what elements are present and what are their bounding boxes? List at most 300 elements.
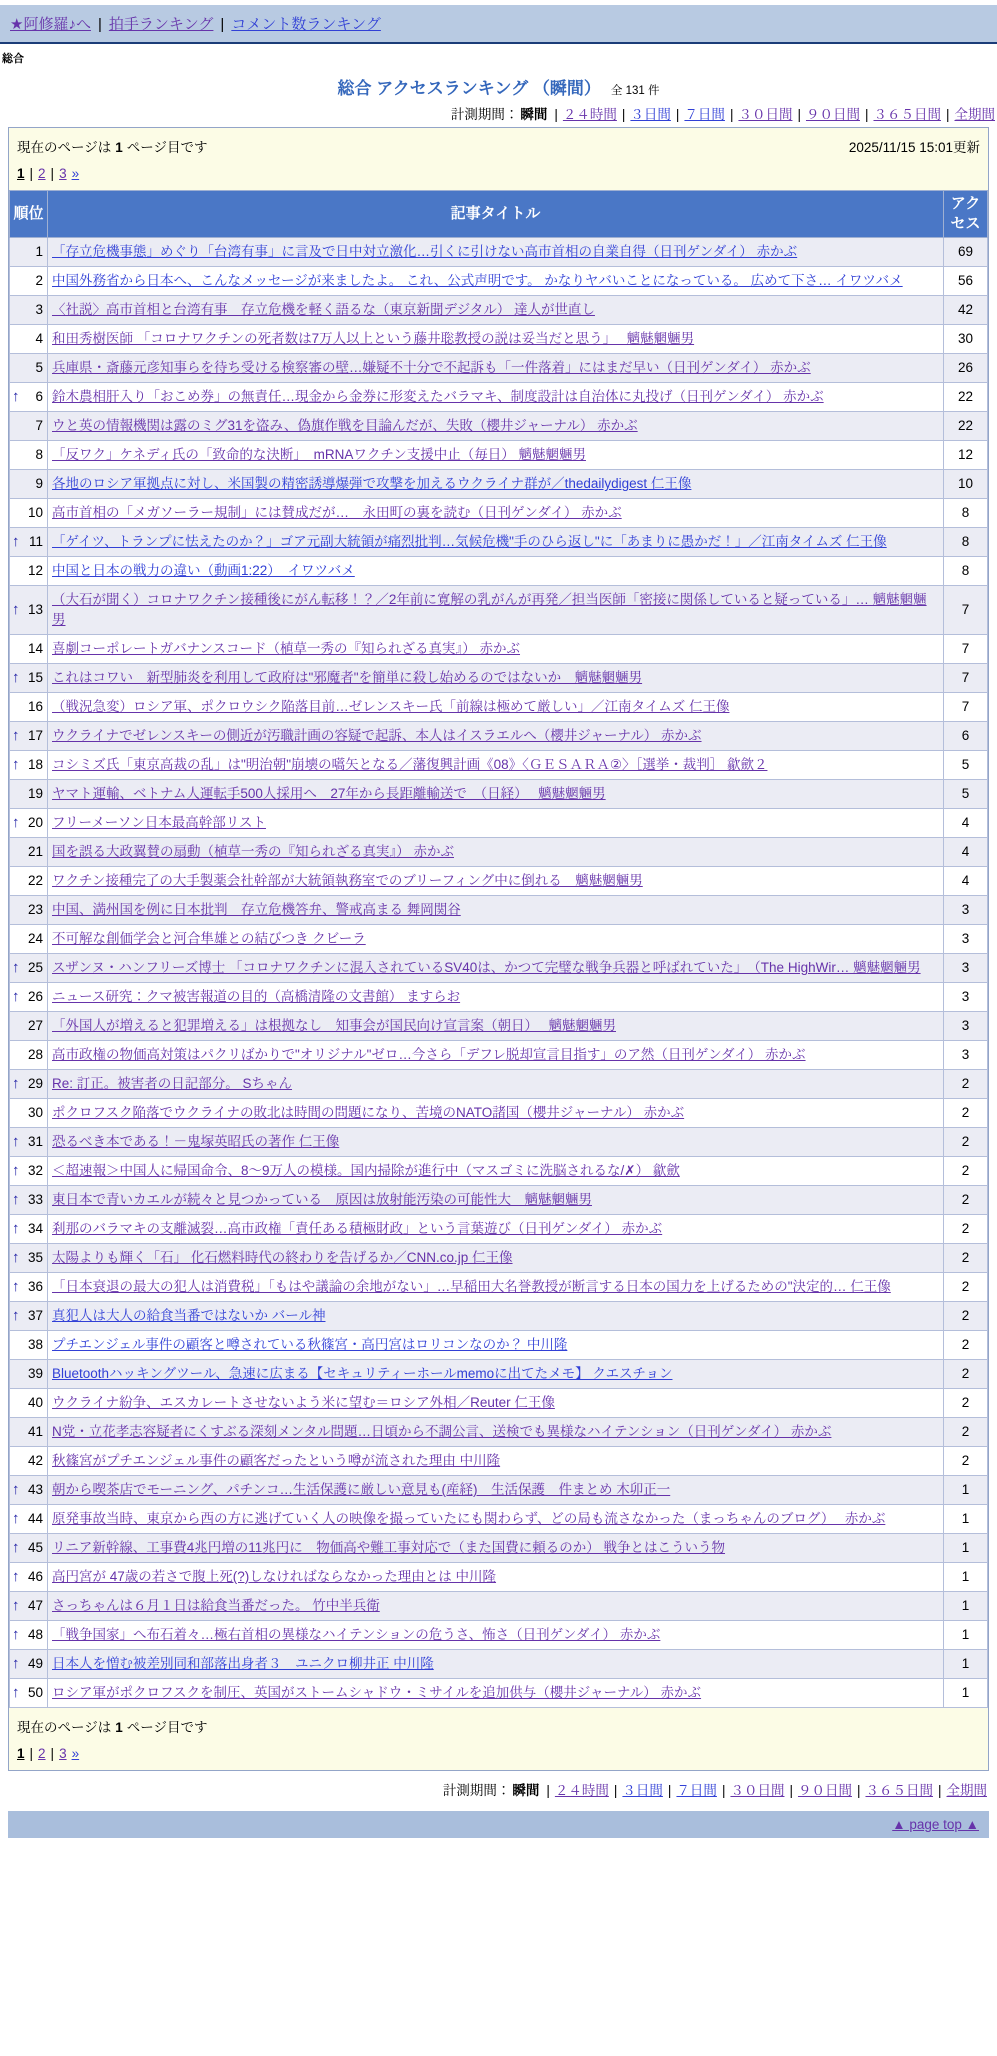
rank-up-icon: ↑: [12, 1597, 20, 1614]
access-count: 3: [944, 954, 988, 983]
article-link[interactable]: （大石が聞く）コロナワクチン接種後にがん転移！？／2年前に寛解の乳がんが再発／担当医師「密接に関係していると疑っている」… 魑魅魍魎男: [52, 592, 927, 627]
rank-up-icon: ↑: [12, 669, 20, 686]
table-row: [10, 1389, 988, 1418]
period-link[interactable]: ７日間: [684, 107, 725, 122]
article-title-cell: [48, 983, 944, 1012]
period-separator: |: [721, 1783, 726, 1798]
rank-cell: [10, 1012, 48, 1041]
table-row: [10, 838, 988, 867]
rank-cell: [10, 412, 48, 441]
rank-cell: [10, 1302, 48, 1331]
rank-cell: [10, 1679, 48, 1708]
rank-number: 48: [27, 1627, 43, 1642]
article-title-cell: [48, 1012, 944, 1041]
rank-number: 43: [27, 1482, 43, 1497]
article-link[interactable]: Bluetoothハッキングツール、急速に広まる【セキュリティーホールmemoに出てたメモ】 クエスチョン: [52, 1366, 673, 1381]
article-title-cell: [48, 1418, 944, 1447]
rank-cell: [10, 383, 48, 412]
period-link[interactable]: 全期間: [946, 1783, 987, 1798]
rank-cell: [10, 693, 48, 722]
rank-up-icon: ↑: [12, 814, 20, 831]
table-row: [10, 1360, 988, 1389]
rank-number: 27: [27, 1018, 43, 1033]
rank-number: 5: [35, 360, 43, 375]
article-title-cell: [48, 1099, 944, 1128]
article-link[interactable]: プチエンジェル事件の顧客と噂されている秋篠宮・高円宮はロリコンなのか？ 中川隆: [52, 1337, 568, 1352]
rank-cell: [10, 1563, 48, 1592]
article-title-cell: [48, 1650, 944, 1679]
table-row: [10, 1331, 988, 1360]
article-link[interactable]: リニア新幹線、工事費4兆円増の11兆円に 物価高や難工事対応で（また国費に頼るのか） 戦争とはこういう物: [52, 1540, 726, 1555]
article-link[interactable]: 真犯人は大人の給食当番ではないか バール神: [52, 1308, 326, 1323]
period-separator: |: [797, 107, 801, 122]
total-count: 全 131 件: [610, 85, 660, 97]
page-links-top: [17, 166, 980, 181]
article-link[interactable]: 「反ワク」ケネディ氏の「致命的な決断」 mRNAワクチン支援中止（毎日） 魑魅魍魎男: [52, 447, 586, 462]
current-page-number: 1: [115, 140, 123, 155]
rank-up-icon: ↑: [12, 601, 20, 618]
rank-number: 25: [27, 960, 43, 975]
current-page-post: ページ目です: [126, 140, 208, 155]
page-top-bar: [8, 1811, 989, 1838]
rank-number: 15: [27, 670, 43, 685]
rank-number: 22: [27, 873, 43, 888]
article-title-cell: [48, 1563, 944, 1592]
table-row: [10, 1041, 988, 1070]
access-count: 1: [944, 1505, 988, 1534]
period-link[interactable]: ９０日間: [805, 107, 860, 122]
article-link[interactable]: ウクライナ紛争、エスカレートさせないよう米に望む＝ロシア外相／Reuter 仁王像: [52, 1395, 555, 1410]
article-title-cell: [48, 635, 944, 664]
table-row: [10, 1650, 988, 1679]
article-title-cell: [48, 1215, 944, 1244]
table-row: [10, 557, 988, 586]
article-title-cell: [48, 1592, 944, 1621]
access-count: 3: [944, 983, 988, 1012]
nav-separator: |: [220, 16, 225, 33]
access-count: 3: [944, 1012, 988, 1041]
article-title-cell: [48, 896, 944, 925]
article-link[interactable]: ウクライナでゼレンスキーの側近が汚職計画の容疑で起訴、本人はイスラエルへ（櫻井ジャーナル） 赤かぶ: [52, 728, 702, 743]
period-separator: |: [945, 107, 950, 122]
table-header-row: [10, 191, 988, 238]
access-count: 1: [944, 1563, 988, 1592]
table-row: [10, 1244, 988, 1273]
article-link[interactable]: 中国外務省から日本へ、こんなメッセージが来ましたよ。 これ、公式声明です。 かなりヤバいことになっている。 広めて下さ… イワツバメ: [52, 273, 903, 288]
article-link[interactable]: 「ゲイツ、トランプに怯えたのか？」ゴア元副大統領が痛烈批判…気候危機"手のひら返し"に「あまりに愚かだ！」／江南タイムズ 仁王像: [52, 534, 887, 549]
table-row: [10, 1447, 988, 1476]
rank-cell: [10, 1476, 48, 1505]
period-link[interactable]: ３日間: [630, 107, 671, 122]
rank-number: 40: [27, 1395, 43, 1410]
period-separator: |: [864, 107, 869, 122]
next-page-link[interactable]: »: [71, 1746, 80, 1761]
rank-cell: [10, 751, 48, 780]
access-count: 2: [944, 1273, 988, 1302]
access-count: 8: [944, 528, 988, 557]
ranking-table: [9, 190, 988, 1708]
article-link[interactable]: 東日本で青いカエルが続々と見つかっている 原因は放射能汚染の可能性大 魑魅魍魎男: [52, 1192, 592, 1207]
period-label: 計測期間：: [442, 1783, 511, 1798]
rank-number: 9: [35, 476, 43, 491]
period-link[interactable]: ２４時間: [562, 107, 617, 122]
rank-cell: [10, 1099, 48, 1128]
table-row: [10, 1012, 988, 1041]
access-count: 30: [944, 325, 988, 354]
rank-number: 4: [35, 331, 43, 346]
page-links-bottom: [17, 1746, 980, 1761]
rank-number: 35: [27, 1250, 43, 1265]
article-link[interactable]: 朝から喫茶店でモーニング、パチンコ…生活保護に厳しい意見も(産経) 生活保護 件まとめ 木卯正一: [52, 1482, 671, 1497]
article-link[interactable]: 秋篠宮がプチエンジェル事件の顧客だったという噂が流された理由 中川隆: [52, 1453, 501, 1468]
period-separator: |: [554, 107, 558, 122]
access-count: 4: [944, 809, 988, 838]
table-row: [10, 1476, 988, 1505]
article-link[interactable]: 高市首相の「メガソーラー規制」には賛成だが… 永田町の裏を読む（日刊ゲンダイ） 赤かぶ: [52, 505, 622, 520]
rank-up-icon: ↑: [12, 1510, 20, 1527]
rank-cell: [10, 664, 48, 693]
table-row: [10, 354, 988, 383]
article-link[interactable]: 「日本衰退の最大の犯人は消費税」「もはや議論の余地がない」…早稲田大名誉教授が断言する日本の国力を上げるための"決定的… 仁王像: [52, 1279, 891, 1294]
access-count: 3: [944, 1041, 988, 1070]
article-link[interactable]: 不可解な創価学会と河合隼雄との結びつき クビーラ: [52, 931, 366, 946]
article-title-cell: [48, 557, 944, 586]
access-count: 5: [944, 751, 988, 780]
page-title: 総合 アクセスランキング （瞬間）: [337, 79, 601, 98]
article-title-cell: [48, 1360, 944, 1389]
period-link[interactable]: ９０日間: [797, 1783, 852, 1798]
period-link[interactable]: ３６５日間: [873, 107, 941, 122]
access-count: 12: [944, 441, 988, 470]
article-link[interactable]: 〈社説〉高市首相と台湾有事 存立危機を軽く語るな（東京新聞デジタル） 達人が世直し: [52, 302, 595, 317]
article-link[interactable]: 国を誤る大政翼賛の扇動（植草一秀の『知られざる真実』） 赤かぶ: [52, 844, 454, 859]
table-row: [10, 1302, 988, 1331]
table-row: [10, 809, 988, 838]
article-link[interactable]: N党・立花孝志容疑者にくすぶる深刻メンタル問題…日頃から不調公言、送検でも異様なハイテンション（日刊ゲンダイ） 赤かぶ: [52, 1424, 832, 1439]
period-link[interactable]: ２４時間: [554, 1783, 609, 1798]
article-link[interactable]: ポクロフスク陥落でウクライナの敗北は時間の問題になり、苦境のNATO諸国（櫻井ジャーナル） 赤かぶ: [52, 1105, 685, 1120]
article-link[interactable]: フリーメーソン日本最高幹部リスト: [52, 815, 266, 830]
article-title-cell: [48, 838, 944, 867]
rank-number: 20: [27, 815, 43, 830]
rank-cell: [10, 1244, 48, 1273]
top-nav-link[interactable]: コメント数ランキング: [231, 16, 381, 33]
current-page-number: 1: [115, 1720, 123, 1735]
rank-cell: [10, 1389, 48, 1418]
rank-cell: [10, 470, 48, 499]
rank-number: 38: [27, 1337, 43, 1352]
period-link[interactable]: ３日間: [622, 1783, 663, 1798]
access-count: 7: [944, 635, 988, 664]
access-count: 7: [944, 664, 988, 693]
rank-cell: [10, 1621, 48, 1650]
page-link[interactable]: 2: [38, 166, 46, 181]
rank-number: 18: [27, 757, 43, 772]
article-link[interactable]: 「外国人が増えると犯罪増える」は根拠なし 知事会が国民向け宣言案（朝日） 魑魅魍魎男: [52, 1018, 616, 1033]
article-title-cell: [48, 1244, 944, 1273]
page-link[interactable]: 3: [59, 166, 67, 181]
rank-cell: [10, 354, 48, 383]
table-row: [10, 1534, 988, 1563]
rank-cell: [10, 557, 48, 586]
rank-cell: [10, 441, 48, 470]
access-count: 22: [944, 383, 988, 412]
access-count: 8: [944, 499, 988, 528]
rank-cell: [10, 896, 48, 925]
article-title-cell: [48, 867, 944, 896]
access-count: 2: [944, 1447, 988, 1476]
period-separator: |: [937, 1783, 942, 1798]
period-link[interactable]: ３６５日間: [865, 1783, 933, 1798]
table-row: [10, 1621, 988, 1650]
table-row: [10, 1273, 988, 1302]
current-page-pre: 現在のページは: [17, 140, 112, 155]
col-header-rank: 順位: [10, 191, 48, 238]
article-title-cell: [48, 1476, 944, 1505]
rank-up-icon: ↑: [12, 1481, 20, 1498]
period-link[interactable]: 全期間: [954, 107, 995, 122]
period-current: 瞬間: [512, 1783, 540, 1798]
current-page-pre: 現在のページは: [17, 1720, 112, 1735]
table-row: [10, 664, 988, 693]
access-count: 7: [944, 693, 988, 722]
article-link[interactable]: 和田秀樹医師 「コロナワクチンの死者数は7万人以上という藤井聡教授の説は妥当だと思う」 魑魅魍魎男: [52, 331, 695, 346]
col-header-title: 記事タイトル: [48, 191, 944, 238]
article-title-cell: [48, 296, 944, 325]
period-selector-top: [0, 103, 995, 123]
access-count: 1: [944, 1621, 988, 1650]
access-count: 7: [944, 586, 988, 635]
access-count: 2: [944, 1418, 988, 1447]
period-link[interactable]: ７日間: [676, 1783, 717, 1798]
period-link[interactable]: ３０日間: [738, 107, 793, 122]
article-title-cell: [48, 664, 944, 693]
article-link[interactable]: 鈴木農相肝入り「おこめ券」の無責任…現金から金券に形変えたバラマキ、制度設計は自治体に丸投げ（日刊ゲンダイ） 赤かぶ: [52, 389, 824, 404]
rank-up-icon: ↑: [12, 1162, 20, 1179]
article-link[interactable]: 中国、満州国を例に日本批判 存立危機答弁、警戒高まる 舞岡関谷: [52, 902, 461, 917]
article-title-cell: [48, 325, 944, 354]
rank-number: 1: [35, 244, 43, 259]
access-count: 5: [944, 780, 988, 809]
access-count: 3: [944, 925, 988, 954]
rank-cell: [10, 1041, 48, 1070]
page-link[interactable]: 3: [59, 1746, 67, 1761]
rank-number: 13: [27, 602, 43, 617]
rank-up-icon: ↑: [12, 756, 20, 773]
article-title-cell: [48, 954, 944, 983]
article-title-cell: [48, 1331, 944, 1360]
rank-cell: [10, 838, 48, 867]
rank-up-icon: ↑: [12, 1307, 20, 1324]
table-row: [10, 528, 988, 557]
rank-number: 31: [27, 1134, 43, 1149]
rank-cell: [10, 722, 48, 751]
rank-up-icon: ↑: [12, 1075, 20, 1092]
rank-cell: [10, 1418, 48, 1447]
access-count: 2: [944, 1331, 988, 1360]
rank-cell: [10, 296, 48, 325]
article-title-cell: [48, 528, 944, 557]
article-link[interactable]: （戦況急変）ロシア軍、ポクロウシク陥落目前…ゼレンスキー氏「前線は極めて厳しい」／江南タイムズ 仁王像: [52, 699, 730, 714]
article-link[interactable]: ウと英の情報機関は露のミグ31を盗み、偽旗作戦を目論んだが、失敗（櫻井ジャーナル） 赤かぶ: [52, 418, 638, 433]
rank-number: 23: [27, 902, 43, 917]
top-nav-link[interactable]: ★阿修羅♪へ: [10, 16, 91, 33]
ranking-table-body: [10, 238, 988, 1708]
article-link[interactable]: ニュース研究：クマ被害報道の目的（高橋清隆の文書館） ますらお: [52, 989, 461, 1004]
article-link[interactable]: スザンヌ・ハンフリーズ博士 「コロナワクチンに混入されているSV40は、かつて完璧な戦争兵器と呼ばれていた」 （The HighWir… 魑魅魍魎男: [52, 960, 921, 975]
rank-number: 30: [27, 1105, 43, 1120]
rank-number: 17: [27, 728, 43, 743]
table-row: [10, 238, 988, 267]
article-link[interactable]: 高円宮が 47歳の若さで腹上死(?)しなければならなかった理由とは 中川隆: [52, 1569, 497, 1584]
rank-cell: [10, 267, 48, 296]
rank-up-icon: ↑: [12, 1568, 20, 1585]
title-row: [0, 74, 997, 99]
ranking-box: [8, 127, 989, 1771]
article-link[interactable]: 恐るべき本である！－鬼塚英昭氏の著作 仁王像: [52, 1134, 340, 1149]
access-count: 3: [944, 896, 988, 925]
article-title-cell: [48, 499, 944, 528]
rank-number: 14: [27, 641, 43, 656]
access-count: 69: [944, 238, 988, 267]
access-count: 26: [944, 354, 988, 383]
category-label: 総合: [2, 53, 24, 65]
rank-number: 47: [27, 1598, 43, 1613]
article-title-cell: [48, 1041, 944, 1070]
article-link[interactable]: 太陽よりも輝く「石」 化石燃料時代の終わりを告げるか／CNN.co.jp 仁王像: [52, 1250, 513, 1265]
rank-number: 16: [27, 699, 43, 714]
table-row: [10, 586, 988, 635]
access-count: 8: [944, 557, 988, 586]
table-row: [10, 1157, 988, 1186]
article-title-cell: [48, 1505, 944, 1534]
article-title-cell: [48, 412, 944, 441]
table-row: [10, 1099, 988, 1128]
pagination-bottom: [9, 1708, 988, 1770]
table-row: [10, 635, 988, 664]
article-link[interactable]: 高市政権の物価高対策はパクリばかりで"オリジナル"ゼロ…今さら「デフレ脱却宣言目指す」のア然（日刊ゲンダイ） 赤かぶ: [52, 1047, 806, 1062]
rank-number: 24: [27, 931, 43, 946]
rank-cell: [10, 1650, 48, 1679]
rank-number: 28: [27, 1047, 43, 1062]
article-title-cell: [48, 1447, 944, 1476]
article-link[interactable]: 「存立危機事態」めぐり「台湾有事」に言及で日中対立激化…引くに引けない高市首相の自業自得（日刊ゲンダイ） 赤かぶ: [52, 244, 798, 259]
access-count: 2: [944, 1215, 988, 1244]
article-link[interactable]: 喜劇コーポレートガバナンスコード（植草一秀の『知られざる真実』） 赤かぶ: [52, 641, 521, 656]
rank-cell: [10, 528, 48, 557]
access-count: 1: [944, 1679, 988, 1708]
page-link[interactable]: 2: [38, 1746, 46, 1761]
article-title-cell: [48, 1389, 944, 1418]
article-link[interactable]: ロシア軍がポクロフスクを制圧、英国がストームシャドウ・ミサイルを追加供与（櫻井ジャーナル） 赤かぶ: [52, 1685, 702, 1700]
article-title-cell: [48, 1186, 944, 1215]
article-link[interactable]: 原発事故当時、東京から西の方に逃げていく人の映像を撮っていたにも関わらず、どの局も流さなかった（まっちゃんのブログ） 赤かぶ: [52, 1511, 886, 1526]
article-link[interactable]: 刹那のバラマキの支離滅裂…高市政権「責任ある積極財政」という言葉遊び（日刊ゲンダイ） 赤かぶ: [52, 1221, 663, 1236]
article-title-cell: [48, 1157, 944, 1186]
rank-number: 46: [27, 1569, 43, 1584]
article-link[interactable]: 各地のロシア軍拠点に対し、米国製の精密誘導爆弾で攻撃を加えるウクライナ群が／thedailydigest 仁王像: [52, 476, 692, 491]
rank-cell: [10, 1128, 48, 1157]
period-separator: |: [856, 1783, 861, 1798]
article-link[interactable]: これはコワい 新型肺炎を利用して政府は"邪魔者"を簡単に殺し始めるのではないか 魑魅魍魎男: [52, 670, 643, 685]
article-title-cell: [48, 1534, 944, 1563]
period-separator: |: [789, 1783, 793, 1798]
rank-cell: [10, 1273, 48, 1302]
access-count: 2: [944, 1157, 988, 1186]
period-link[interactable]: ３０日間: [730, 1783, 785, 1798]
top-nav-link[interactable]: 拍手ランキング: [108, 16, 214, 33]
table-row: [10, 1679, 988, 1708]
article-link[interactable]: ＜超速報＞中国人に帰国命令、8〜9万人の模様。国内掃除が進行中（マスゴミに洗脳されるな/✗） 歙歛: [52, 1163, 680, 1178]
rank-cell: [10, 954, 48, 983]
period-separator: |: [546, 1783, 550, 1798]
article-title-cell: [48, 470, 944, 499]
article-link[interactable]: ワクチン接種完了の大手製薬会社幹部が大統領執務室でのブリーフィング中に倒れる 魑魅魍魎男: [52, 873, 643, 888]
rank-number: 41: [27, 1424, 43, 1439]
access-count: 42: [944, 296, 988, 325]
article-link[interactable]: 「戦争国家」へ布石着々…極右首相の異様なハイテンションの危うさ、怖さ（日刊ゲンダイ） 赤かぶ: [52, 1627, 661, 1642]
rank-up-icon: ↑: [12, 1249, 20, 1266]
rank-up-icon: ↑: [12, 1191, 20, 1208]
col-header-access: アクセス: [944, 191, 988, 238]
table-row: [10, 1592, 988, 1621]
rank-up-icon: ↑: [12, 388, 20, 405]
article-title-cell: [48, 751, 944, 780]
article-link[interactable]: 日本人を憎む被差別同和部落出身者３＿ユニクロ柳井正 中川隆: [52, 1656, 434, 1671]
table-row: [10, 1418, 988, 1447]
article-link[interactable]: コシミズ氏「東京高裁の乱」は"明治朝"崩壊の嚆矢となる／藩復興計画《08》〈ＧＥＳＡＲＡ②〉［選挙・裁判］ 歙歛２: [52, 757, 768, 772]
table-row: [10, 751, 988, 780]
article-title-cell: [48, 809, 944, 838]
article-link[interactable]: さっちゃんは６月１日は給食当番だった。 竹中半兵衛: [52, 1598, 380, 1613]
period-label: 計測期間：: [450, 107, 519, 122]
table-row: [10, 867, 988, 896]
rank-number: 36: [27, 1279, 43, 1294]
table-row: [10, 925, 988, 954]
article-link[interactable]: Re: 訂正。被害者の日記部分。 Sちゃん: [52, 1076, 293, 1091]
article-link[interactable]: 兵庫県・斎藤元彦知事らを待ち受ける検察審の壁…嫌疑不十分で不起訴も「一件落着」にはまだ早い（日刊ゲンダイ） 赤かぶ: [52, 360, 811, 375]
table-row: [10, 722, 988, 751]
article-link[interactable]: ヤマト運輸、ベトナム人運転手500人採用へ 27年から長距離輸送で （日経） 魑魅魍魎男: [52, 786, 606, 801]
period-selector-bottom: [0, 1779, 987, 1799]
access-count: 4: [944, 838, 988, 867]
table-row: [10, 441, 988, 470]
next-page-link[interactable]: »: [71, 166, 80, 181]
table-row: [10, 383, 988, 412]
rank-number: 11: [28, 534, 43, 549]
article-title-cell: [48, 693, 944, 722]
page-top-link[interactable]: ▲ page top ▲: [892, 1817, 979, 1832]
article-link[interactable]: 中国と日本の戦力の違い（動画1:22） イワツバメ: [52, 563, 355, 578]
rank-number: 45: [27, 1540, 43, 1555]
article-title-cell: [48, 1273, 944, 1302]
current-page-text: [17, 136, 207, 156]
table-row: [10, 983, 988, 1012]
rank-cell: [10, 1592, 48, 1621]
rank-number: 26: [27, 989, 43, 1004]
article-title-cell: [48, 383, 944, 412]
article-title-cell: [48, 925, 944, 954]
article-title-cell: [48, 1128, 944, 1157]
rank-cell: [10, 635, 48, 664]
access-count: 1: [944, 1650, 988, 1679]
article-title-cell: [48, 238, 944, 267]
table-row: [10, 412, 988, 441]
rank-cell: [10, 780, 48, 809]
table-row: [10, 1563, 988, 1592]
article-title-cell: [48, 1070, 944, 1099]
access-count: 1: [944, 1476, 988, 1505]
